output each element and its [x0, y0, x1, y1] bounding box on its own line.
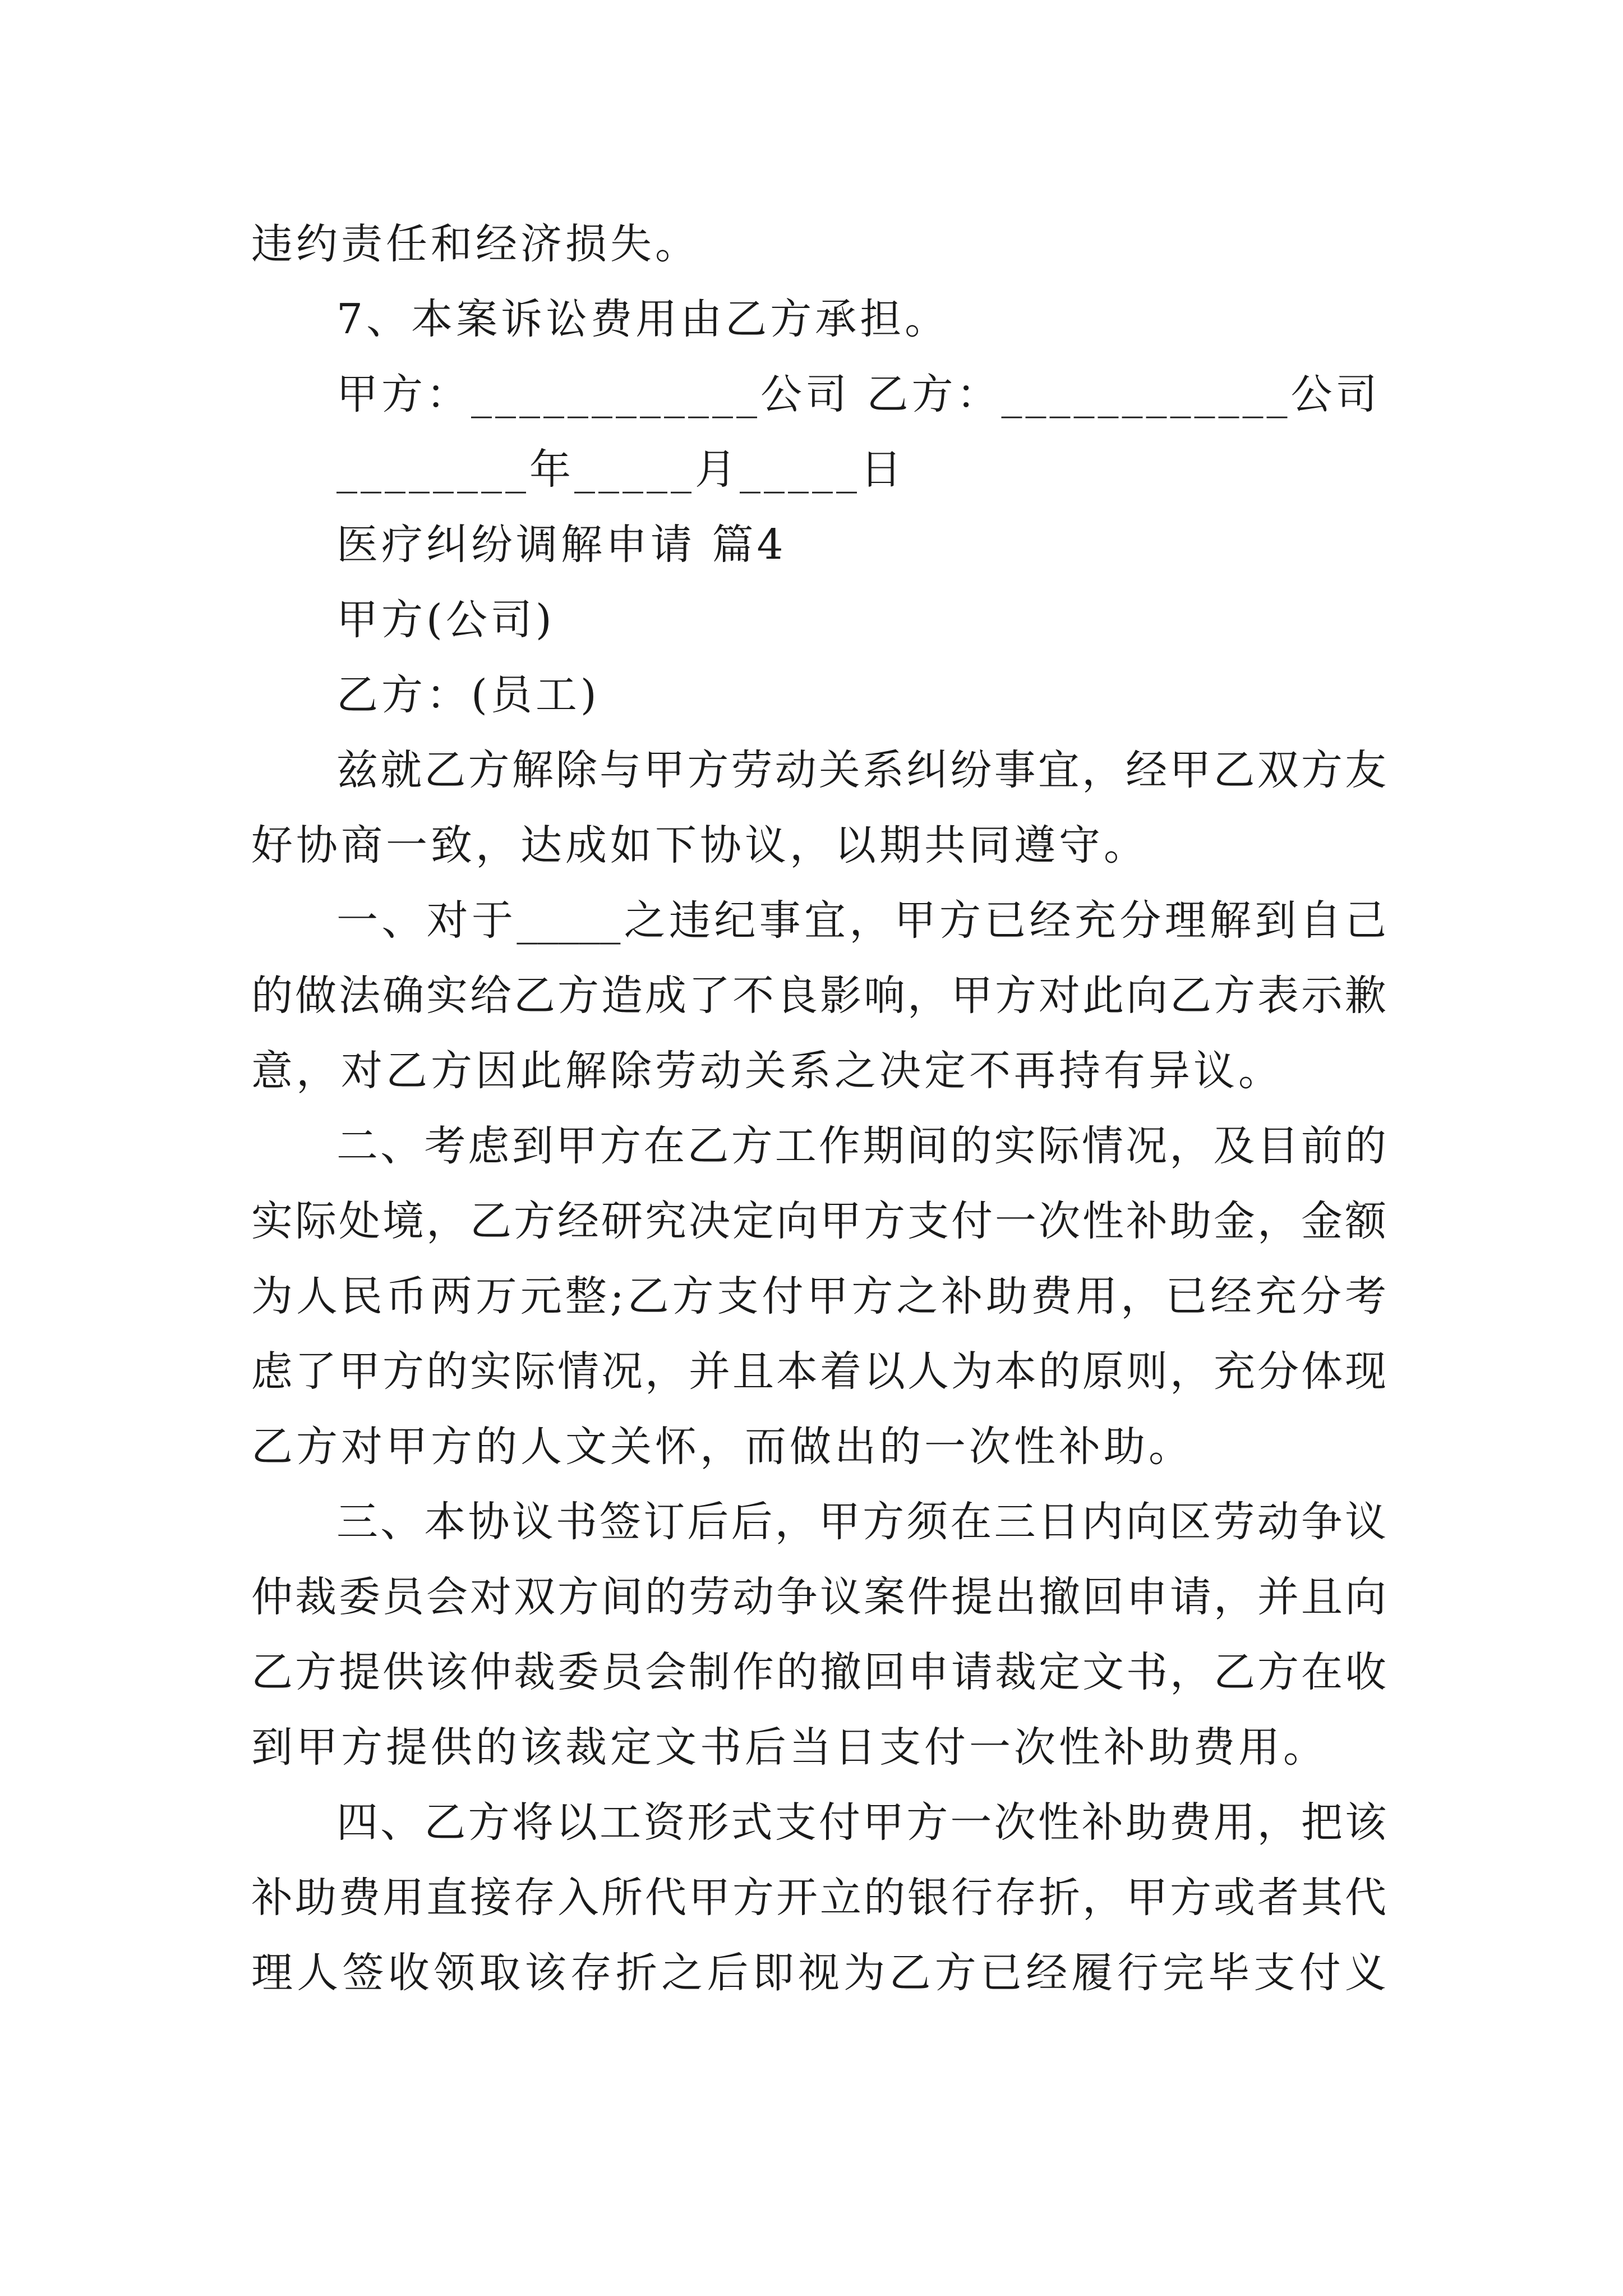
- clause-3-line: 到甲方提供的该裁定文书后当日支付一次性补助费用。: [251, 1723, 1328, 1772]
- section-heading: 医疗纠纷调解申请 篇4: [336, 521, 787, 569]
- clause-2-line: 乙方对甲方的人文关怀，而做出的一次性补助。: [251, 1423, 1193, 1471]
- clause-3-line: 乙方提供该仲裁委员会制作的撤回申请裁定文书，乙方在收: [251, 1648, 1386, 1696]
- text-line: 7、本案诉讼费用由乙方承担。: [336, 295, 950, 343]
- party-a-line: 甲方(公司): [336, 596, 555, 644]
- date-line: ________年_____月_____日: [336, 445, 905, 494]
- text-line: 违约责任和经济损失。: [251, 220, 700, 268]
- clause-1-line: 一、对于_____之违纪事宜，甲方已经充分理解到自己: [336, 896, 1386, 945]
- paragraph-intro-line: 好协商一致，达成如下协议，以期共同遵守。: [251, 821, 1149, 869]
- clause-2-line: 实际处境，乙方经研究决定向甲方支付一次性补助金，金额: [251, 1197, 1386, 1245]
- clause-3-line: 三、本协议书签订后后，甲方须在三日内向区劳动争议: [336, 1498, 1386, 1546]
- signature-line: 甲方：____________公司 乙方：____________公司: [336, 370, 1381, 418]
- clause-4-line: 理人签收领取该存折之后即视为乙方已经履行完毕支付义: [251, 1949, 1386, 1997]
- paragraph-intro-line: 兹就乙方解除与甲方劳动关系纠纷事宜，经甲乙双方友: [336, 746, 1386, 794]
- clause-1-line: 意，对乙方因此解除劳动关系之决定不再持有异议。: [251, 1047, 1283, 1095]
- clause-4-line: 四、乙方将以工资形式支付甲方一次性补助费用，把该: [336, 1798, 1386, 1847]
- clause-1-line: 的做法确实给乙方造成了不良影响，甲方对此向乙方表示歉: [251, 972, 1386, 1020]
- clause-2-line: 为人民币两万元整;乙方支付甲方之补助费用，已经充分考: [251, 1272, 1386, 1320]
- clause-2-line: 二、考虑到甲方在乙方工作期间的实际情况，及目前的: [336, 1122, 1386, 1170]
- clause-2-line: 虑了甲方的实际情况，并且本着以人为本的原则，充分体现: [251, 1347, 1386, 1396]
- clause-3-line: 仲裁委员会对双方间的劳动争议案件提出撤回申请，并且向: [251, 1573, 1386, 1621]
- party-b-line: 乙方：(员工): [336, 671, 600, 719]
- clause-4-line: 补助费用直接存入所代甲方开立的银行存折，甲方或者其代: [251, 1874, 1386, 1922]
